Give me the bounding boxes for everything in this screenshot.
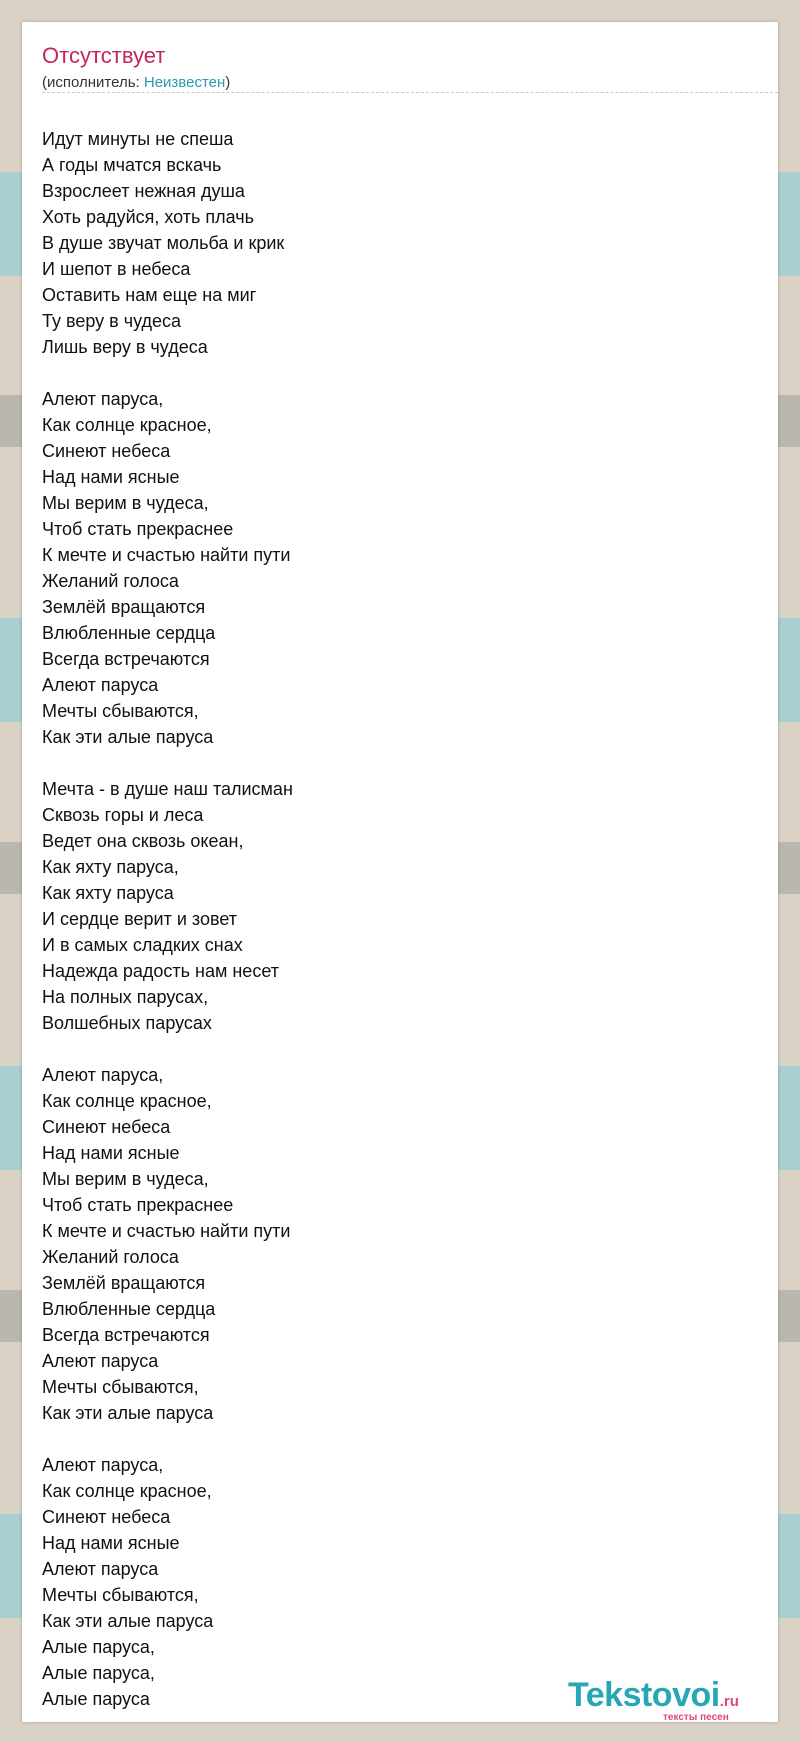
- artist-line: [42, 74, 230, 91]
- lyrics-card: [22, 22, 778, 1722]
- artist-link[interactable]: Неизвестен: [143, 74, 226, 91]
- logo-name: Tekstovoi: [568, 1676, 720, 1714]
- logo-tagline: тексты песен: [663, 1712, 729, 1723]
- lyrics-text: Идут минуты не спеша А годы мчатся вскачь Взрослеет нежная душа Хоть радуйся, хоть плачь В душе звучат мольба и крик И шепот в небеса Оставить нам еще на миг Ту веру в чудеса Лишь веру в чудеса Алеют паруса, Как солнце красное, Синеют небеса Над нами ясные Мы верим в чудеса, Чтоб стать прекраснее К мечте и счастью найти пути Желаний голоса Землёй вращаются Влюбленные сердца Всегда встречаются Алеют паруса Мечты сбываются, Как эти алые паруса Мечта - в душе наш талисман Сквозь горы и леса Ведет она сквозь океан, Как яхту паруса, Как яхту паруса И сердце верит и зовет И в самых сладких снах Надежда радость нам несет На полных парусах, Волшебных парусах Алеют паруса, Как солнце красное, Синеют небеса Над нами ясные Мы верим в чудеса, Чтоб стать прекраснее К мечте и счастью найти пути Желаний голоса Землёй вращаются Влюбленные сердца Всегда встречаются Алеют паруса Мечты сбываются, Как эти алые паруса Алеют паруса, Как солнце красное, Синеют небеса Над нами ясные Алеют паруса Мечты сбываются, Как эти алые паруса Алые паруса, Алые паруса, Алые паруса: [42, 129, 293, 1709]
- song-title: Отсутствует: [42, 43, 166, 68]
- divider: [42, 92, 778, 93]
- logo-tld: .ru: [719, 1693, 739, 1710]
- artist-suffix: ): [225, 74, 231, 91]
- artist-prefix: (исполнитель:: [42, 74, 144, 91]
